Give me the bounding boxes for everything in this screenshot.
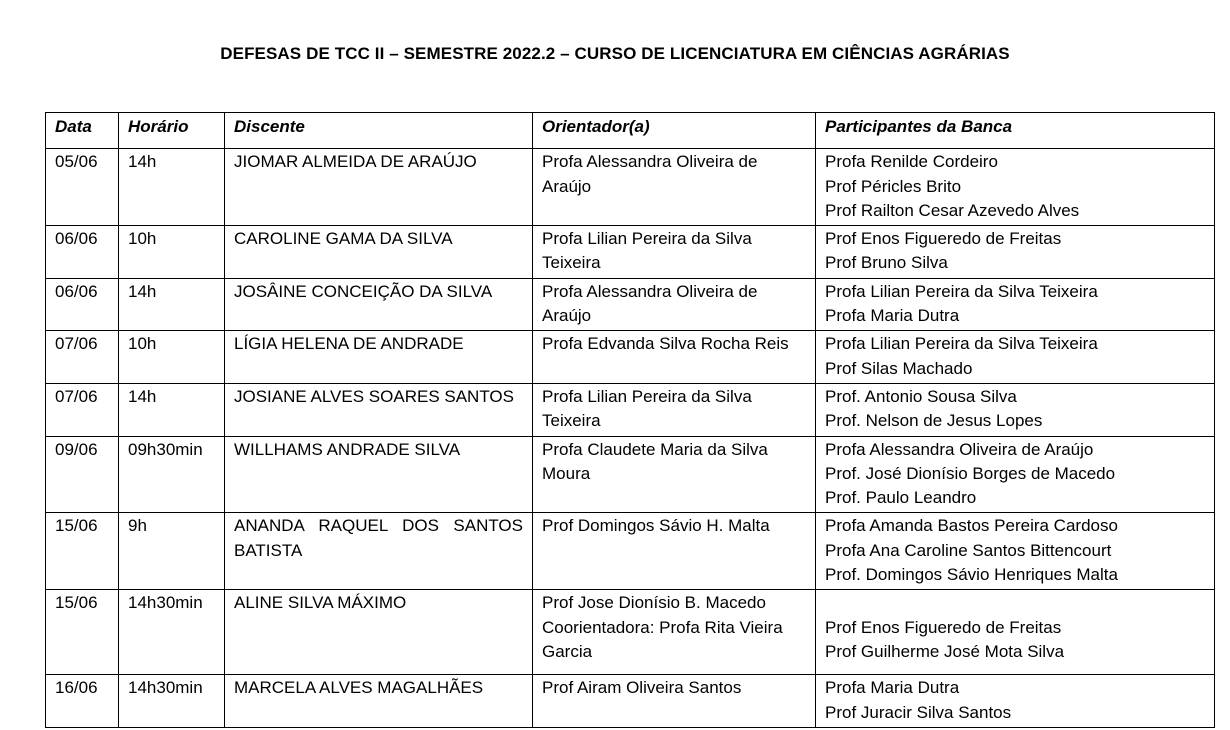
committee-member: Prof. Nelson de Jesus Lopes [825, 411, 1043, 431]
table-row [46, 513, 1215, 590]
committee-member: Prof Enos Figueredo de Freitas [825, 617, 1062, 637]
committee-member: Prof Bruno Silva [825, 253, 948, 273]
committee-member: Profa Maria Dutra [825, 678, 960, 698]
student-cell: JIOMAR ALMEIDA DE ARAÚJO [225, 149, 533, 226]
committee-member: Prof Juracir Silva Santos [825, 702, 1012, 722]
time-cell: 9h [119, 513, 225, 590]
student-cell: ANANDA RAQUEL DOS SANTOS BATISTA [225, 513, 533, 590]
date-cell: 07/06 [46, 383, 119, 436]
time-cell: 10h [119, 331, 225, 384]
committee-member: Profa Alessandra Oliveira de Araújo [825, 439, 1094, 459]
date-cell: 05/06 [46, 149, 119, 226]
table-row [46, 149, 1215, 226]
date-cell: 15/06 [46, 590, 119, 675]
committee-member: Prof Railton Cesar Azevedo Alves [825, 200, 1080, 220]
time-cell: 14h [119, 149, 225, 226]
column-header-discente: Discente [225, 113, 533, 149]
committee-cell [816, 436, 1215, 513]
date-cell: 06/06 [46, 278, 119, 331]
advisor-cell: Profa Alessandra Oliveira de Araújo [533, 278, 816, 331]
committee-member: Prof. José Dionísio Borges de Macedo [825, 463, 1116, 483]
student-cell: WILLHAMS ANDRADE SILVA [225, 436, 533, 513]
advisor-name: Prof Jose Dionísio B. Macedo [542, 593, 766, 613]
advisor-cell: Prof Domingos Sávio H. Malta [533, 513, 816, 590]
committee-cell [816, 149, 1215, 226]
committee-cell [816, 383, 1215, 436]
committee-cell [816, 331, 1215, 384]
date-cell: 09/06 [46, 436, 119, 513]
column-header-horario: Horário [119, 113, 225, 149]
advisor-cell: Prof Airam Oliveira Santos [533, 675, 816, 728]
committee-member: Profa Ana Caroline Santos Bittencourt [825, 540, 1112, 560]
date-cell: 06/06 [46, 226, 119, 279]
committee-member: Prof. Paulo Leandro [825, 488, 977, 508]
committee-member: Profa Amanda Bastos Pereira Cardoso [825, 516, 1118, 536]
time-cell: 14h [119, 278, 225, 331]
advisor-cell: Profa Edvanda Silva Rocha Reis [533, 331, 816, 384]
committee-member: Prof Silas Machado [825, 358, 973, 378]
committee-member: Prof Péricles Brito [825, 176, 962, 196]
column-header-orientador: Orientador(a) [533, 113, 816, 149]
advisor-cell [533, 590, 816, 675]
advisor-cell: Profa Lilian Pereira da Silva Teixeira [533, 383, 816, 436]
date-cell: 15/06 [46, 513, 119, 590]
committee-cell [816, 226, 1215, 279]
table-row [46, 675, 1215, 728]
student-cell: ALINE SILVA MÁXIMO [225, 590, 533, 675]
committee-cell [816, 590, 1215, 675]
committee-member: Profa Lilian Pereira da Silva Teixeira [825, 334, 1098, 354]
advisor-cell: Profa Claudete Maria da Silva Moura [533, 436, 816, 513]
column-header-banca: Participantes da Banca [816, 113, 1215, 149]
time-cell: 09h30min [119, 436, 225, 513]
time-cell: 14h [119, 383, 225, 436]
spacer [825, 591, 1205, 615]
page-title: DEFESAS DE TCC II – SEMESTRE 2022.2 – CURSO DE LICENCIATURA EM CIÊNCIAS AGRÁRIAS [220, 44, 1010, 63]
committee-member: Prof. Domingos Sávio Henriques Malta [825, 565, 1118, 585]
coadvisor-name: Coorientadora: Profa Rita Vieira Garcia [542, 617, 783, 661]
advisor-cell: Profa Lilian Pereira da Silva Teixeira [533, 226, 816, 279]
student-cell: LÍGIA HELENA DE ANDRADE [225, 331, 533, 384]
committee-cell [816, 675, 1215, 728]
table-row [46, 278, 1215, 331]
time-cell: 10h [119, 226, 225, 279]
date-cell: 16/06 [46, 675, 119, 728]
header-row [46, 113, 1215, 149]
committee-member: Profa Renilde Cordeiro [825, 152, 998, 172]
time-cell: 14h30min [119, 675, 225, 728]
committee-member: Prof Guilherme José Mota Silva [825, 641, 1065, 661]
student-cell: JOSIANE ALVES SOARES SANTOS [225, 383, 533, 436]
table-row [46, 383, 1215, 436]
student-cell: MARCELA ALVES MAGALHÃES [225, 675, 533, 728]
advisor-cell: Profa Alessandra Oliveira de Araújo [533, 149, 816, 226]
committee-cell [816, 278, 1215, 331]
table-row [46, 436, 1215, 513]
student-cell: CAROLINE GAMA DA SILVA [225, 226, 533, 279]
committee-member: Prof Enos Figueredo de Freitas [825, 229, 1062, 249]
time-cell: 14h30min [119, 590, 225, 675]
student-cell: JOSÂINE CONCEIÇÃO DA SILVA [225, 278, 533, 331]
committee-member: Profa Maria Dutra [825, 306, 960, 326]
table-row [46, 590, 1215, 675]
committee-member: Profa Lilian Pereira da Silva Teixeira [825, 281, 1098, 301]
table-row [46, 226, 1215, 279]
committee-cell [816, 513, 1215, 590]
date-cell: 07/06 [46, 331, 119, 384]
table-row [46, 331, 1215, 384]
committee-member: Prof. Antonio Sousa Silva [825, 386, 1017, 406]
defense-schedule-table [45, 112, 1215, 728]
column-header-data: Data [46, 113, 119, 149]
